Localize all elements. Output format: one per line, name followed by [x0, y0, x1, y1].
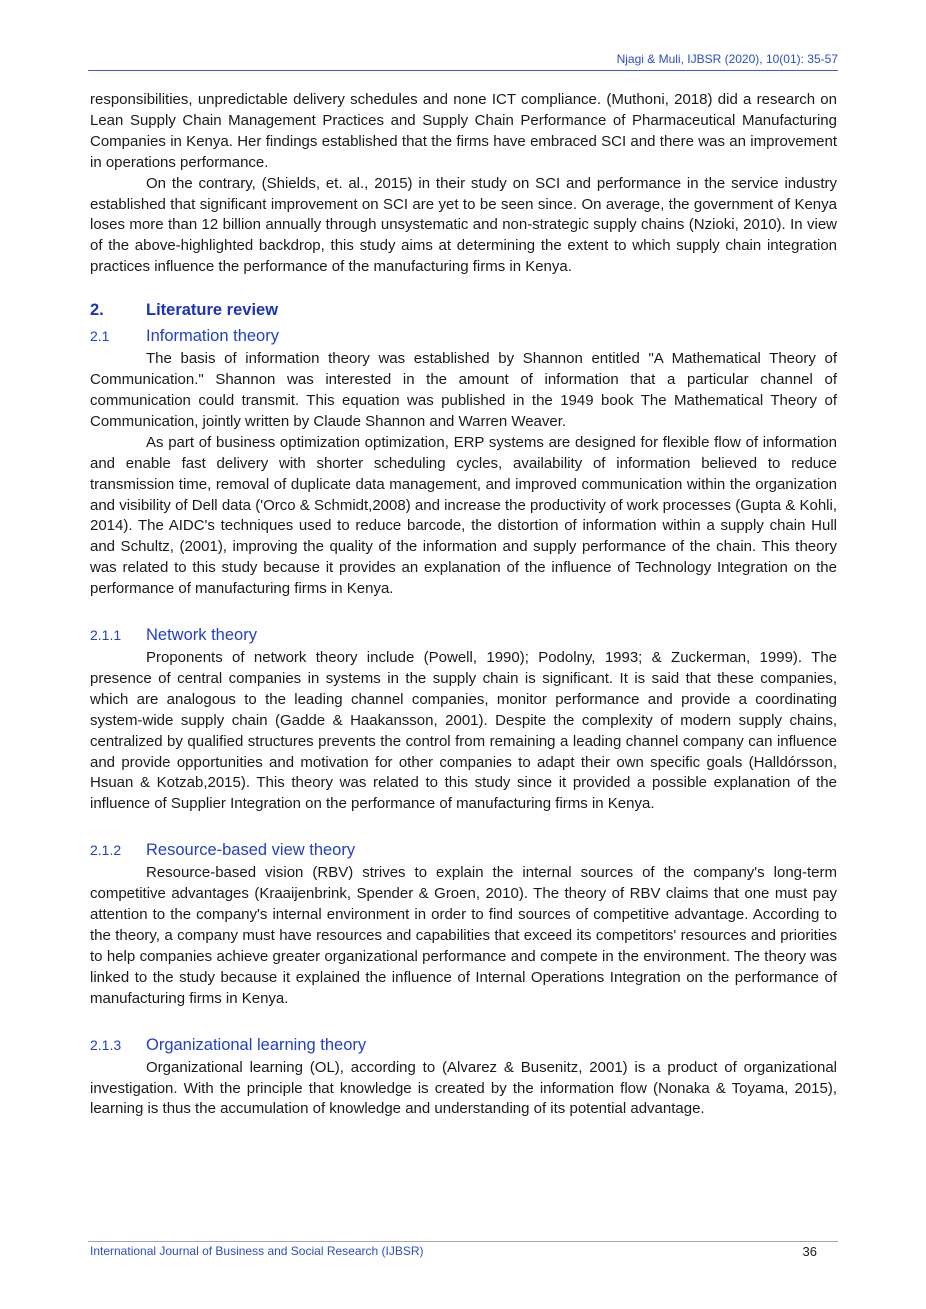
- paragraph: The basis of information theory was established by Shannon entitled "A Mathematical Theory of Communication." Shannon was interested in the amount of information that a particular channel of communication could transmit. This equation was published in the 1949 book The Mathematical Theory of Communication, jointly written by Claude Shannon and Warren Weaver.: [90, 350, 837, 430]
- section-heading-literature-review: [90, 299, 837, 321]
- section-number: 2.1.3: [90, 1036, 122, 1053]
- section-title: Literature review: [146, 301, 279, 320]
- subsection-heading-network-theory: [90, 624, 837, 646]
- section-number: 2.1.1: [90, 627, 122, 644]
- section-title: Network theory: [146, 626, 257, 645]
- section-title: Resource-based view theory: [146, 841, 356, 860]
- paragraph: On the contrary, (Shields, et. al., 2015) in their study on SCI and performance in the service industry established that significant improvement on SCI are yet to be seen since. On average, the government of Kenya loses more than 12 billion annually through unsystematic and non-strategic supply chains (Nzioki, 2010). In view of the above-highlighted backdrop, this study aims at determining the extent to which supply chain integration practices influence the performance of the manufacturing firms in Kenya.: [90, 174, 837, 276]
- subsection-heading-organizational-learning-theory: [90, 1034, 837, 1056]
- paragraph: Proponents of network theory include (Powell, 1990); Podolny, 1993; & Zuckerman, 1999). The presence of central companies in systems in the supply chain is significant. It is said that these companies, which are analogous to the leading channel companies, monitor performance and provide a coordinating system-wide supply chain (Gadde & Haakansson, 2001). Despite the complexity of modern supply chains, centralized by qualified structures prevents the control from remaining a leading channel company can influence and provide opportunities and motivation for other companies to adapt their own specific goals (Halldórsson, Hsuan & Kotzab,2015). This theory was related to this study since it provided a possible explanation of the influence of Supplier Integration on the performance of manufacturing firms in Kenya.: [90, 649, 837, 813]
- page-footer: [90, 1244, 827, 1258]
- section-number: 2.1: [90, 328, 110, 345]
- paragraph: Resource-based vision (RBV) strives to explain the internal sources of the company's long-term competitive advantages (Kraaijenbrink, Spender & Groen, 2010). The theory of RBV claims that one must pay attention to the company's internal environment in order to find sources of competitive advantage. According to the theory, a company must have resources and capabilities that exceed its competitors' resources and priorities to help companies achieve greater organizational performance and compete in the environment. The theory was linked to the study because it explained the influence of Internal Operations Integration on the performance of manufacturing firms in Kenya.: [90, 864, 837, 1007]
- section-title: Organizational learning theory: [146, 1035, 367, 1054]
- section-title: Information theory: [146, 327, 279, 346]
- running-header: Njagi & Muli, IJBSR (2020), 10(01): 35-57: [616, 52, 838, 66]
- page-number: 36: [802, 1244, 817, 1259]
- page-body: [90, 90, 837, 1120]
- section-number: 2.1.2: [90, 842, 122, 859]
- paragraph: responsibilities, unpredictable delivery schedules and none ICT compliance. (Muthoni, 2018) did a research on Lean Supply Chain Management Practices and Supply Chain Performance of Pharmaceutical Manufacturing Companies in Kenya. Her findings established that the firms have embraced SCI and there was an improvement in operations performance.: [90, 91, 837, 171]
- paragraph: As part of business optimization optimization, ERP systems are designed for flexible flow of information and enable fast delivery with shorter scheduling cycles, availability of information believed to reduce transmission time, removal of duplicate data management, and improved communication within the organization and visibility of Dell data ('Orco & Schmidt,2008) and increase the productivity of work processes (Gupta & Kohli, 2014). The AIDC's techniques used to reduce barcode, the distortion of information within a supply chain Hull and Schultz, (2001), improving the quality of the information and supply performance of the chain. This theory was related to this study because it provides an explanation of the influence of Technology Integration on the performance of manufacturing firms in Kenya.: [90, 433, 837, 598]
- header-divider: [88, 70, 838, 71]
- subsection-heading-information-theory: [90, 325, 837, 347]
- paragraph: Organizational learning (OL), according to (Alvarez & Busenitz, 2001) is a product of organizational investigation. With the principle that knowledge is created by the information flow (Nonaka & Toyama, 2015), learning is thus the accumulation of knowledge and understanding of its potential advantage.: [90, 1058, 837, 1118]
- footer-divider: [88, 1241, 838, 1242]
- section-number: 2.: [90, 301, 104, 320]
- journal-name: International Journal of Business and Social Research (IJBSR): [90, 1244, 424, 1258]
- subsection-heading-resource-based-view-theory: [90, 839, 837, 861]
